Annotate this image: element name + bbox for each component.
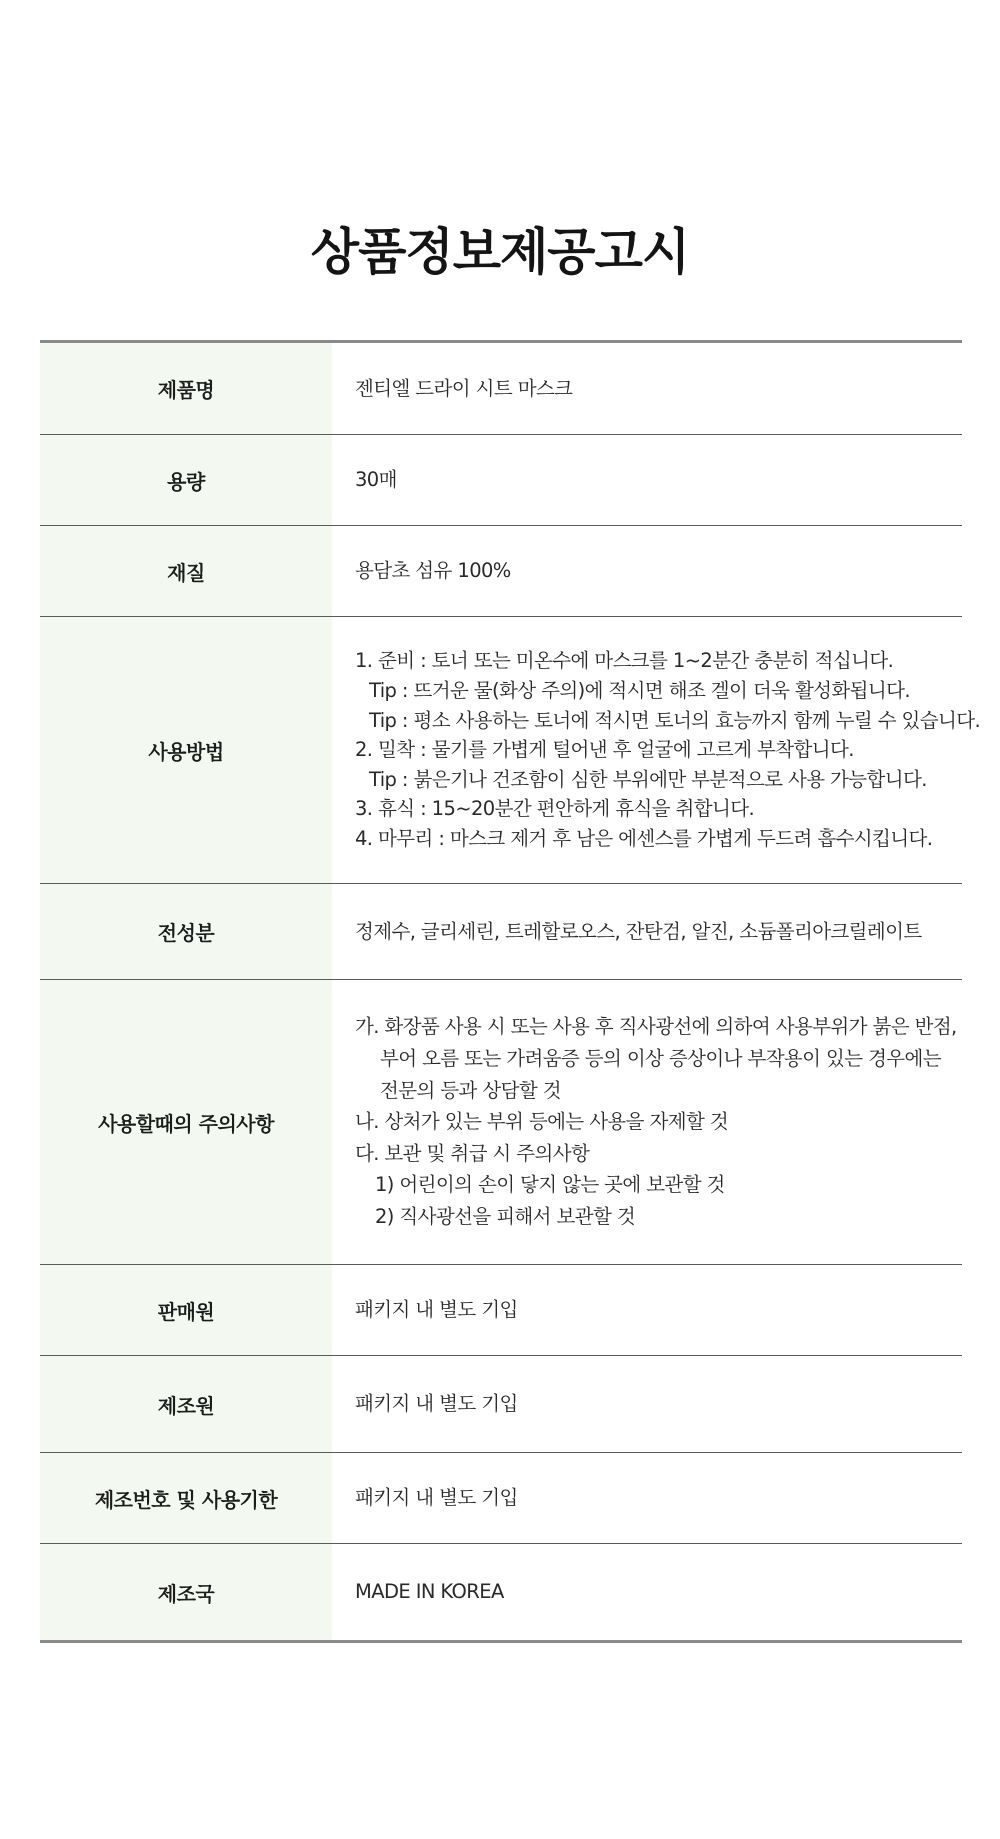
precaution-line: 나. 상처가 있는 부위 등에는 사용을 자제할 것 — [355, 1110, 729, 1134]
lot-expiry-value: 패키지 내 별도 기입 — [355, 1486, 518, 1510]
precaution-sub-line: 2) 직사광선을 피해서 보관할 것 — [375, 1204, 636, 1228]
capacity-value-cell — [332, 435, 962, 525]
table-row-precautions — [40, 980, 962, 1265]
table-row-material — [40, 526, 962, 617]
table-row-ingredients — [40, 884, 962, 980]
usage-line: 3. 휴식 : 15~20분간 편안하게 휴식을 취합니다. — [355, 797, 755, 821]
precautions-value-cell — [332, 980, 962, 1264]
usage-value-cell — [332, 617, 980, 883]
manufacturer-value: 패키지 내 별도 기입 — [355, 1392, 518, 1416]
usage-line: 4. 마무리 : 마스크 제거 후 남은 에센스를 가볍게 두드려 흡수시킵니다. — [355, 826, 933, 850]
ingredients-label: 전성분 — [40, 884, 332, 979]
usage-tip-line: Tip : 붉은기나 건조함이 심한 부위에만 부분적으로 사용 가능합니다. — [369, 767, 927, 791]
usage-label: 사용방법 — [40, 617, 332, 883]
lot-expiry-value-cell — [332, 1453, 962, 1543]
ingredients-value: 정제수, 글리세린, 트레할로오스, 잔탄검, 알진, 소듐폴리아크릴레이트 — [355, 919, 922, 943]
product-name-value-cell — [332, 343, 962, 434]
table-row-usage — [40, 617, 981, 884]
usage-tip-line: Tip : 뜨거운 물(화상 주의)에 적시면 해조 겔이 더욱 활성화됩니다. — [369, 679, 910, 703]
product-info-table — [40, 340, 981, 1643]
product-name-label: 제품명 — [40, 343, 332, 434]
precaution-sub-line: 1) 어린이의 손이 닿지 않는 곳에 보관할 것 — [375, 1173, 725, 1197]
table-row-origin — [40, 1544, 962, 1640]
table-row-product-name — [40, 343, 962, 435]
capacity-value: 30매 — [355, 468, 397, 492]
usage-line: 2. 밀착 : 물기를 가볍게 털어낸 후 얼굴에 고르게 부착합니다. — [355, 738, 854, 762]
table-row-seller — [40, 1265, 962, 1356]
manufacturer-value-cell — [332, 1356, 962, 1452]
usage-line: 1. 준비 : 토너 또는 미온수에 마스크를 1~2분간 충분히 적십니다. — [355, 649, 894, 673]
precautions-label: 사용할때의 주의사항 — [40, 980, 332, 1264]
page-title: 상품정보제공고시 — [310, 223, 690, 281]
precaution-line: 가. 화장품 사용 시 또는 사용 후 직사광선에 의하여 사용부위가 붉은 반점, — [355, 1015, 957, 1039]
ingredients-value-cell — [332, 884, 962, 979]
precaution-line: 다. 보관 및 취급 시 주의사항 — [355, 1141, 590, 1165]
product-name-value: 젠티엘 드라이 시트 마스크 — [355, 376, 573, 400]
material-value-cell — [332, 526, 962, 616]
manufacturer-label: 제조원 — [40, 1356, 332, 1452]
origin-value: MADE IN KOREA — [355, 1580, 504, 1604]
material-value: 용담초 섬유 100% — [355, 559, 511, 583]
origin-value-cell — [332, 1544, 962, 1640]
table-row-lot-expiry — [40, 1453, 962, 1544]
capacity-label: 용량 — [40, 435, 332, 525]
table-row-capacity — [40, 435, 962, 526]
precaution-line: 전문의 등과 상담할 것 — [380, 1078, 561, 1102]
seller-label: 판매원 — [40, 1265, 332, 1355]
seller-value-cell — [332, 1265, 962, 1355]
usage-tip-line: Tip : 평소 사용하는 토너에 적시면 토너의 효능까지 함께 누릴 수 있습니다. — [369, 708, 981, 732]
table-row-manufacturer — [40, 1356, 962, 1453]
precaution-line: 부어 오름 또는 가려움증 등의 이상 증상이나 부작용이 있는 경우에는 — [380, 1047, 942, 1071]
origin-label: 제조국 — [40, 1544, 332, 1640]
lot-expiry-label: 제조번호 및 사용기한 — [40, 1453, 332, 1543]
material-label: 재질 — [40, 526, 332, 616]
seller-value: 패키지 내 별도 기입 — [355, 1298, 518, 1322]
